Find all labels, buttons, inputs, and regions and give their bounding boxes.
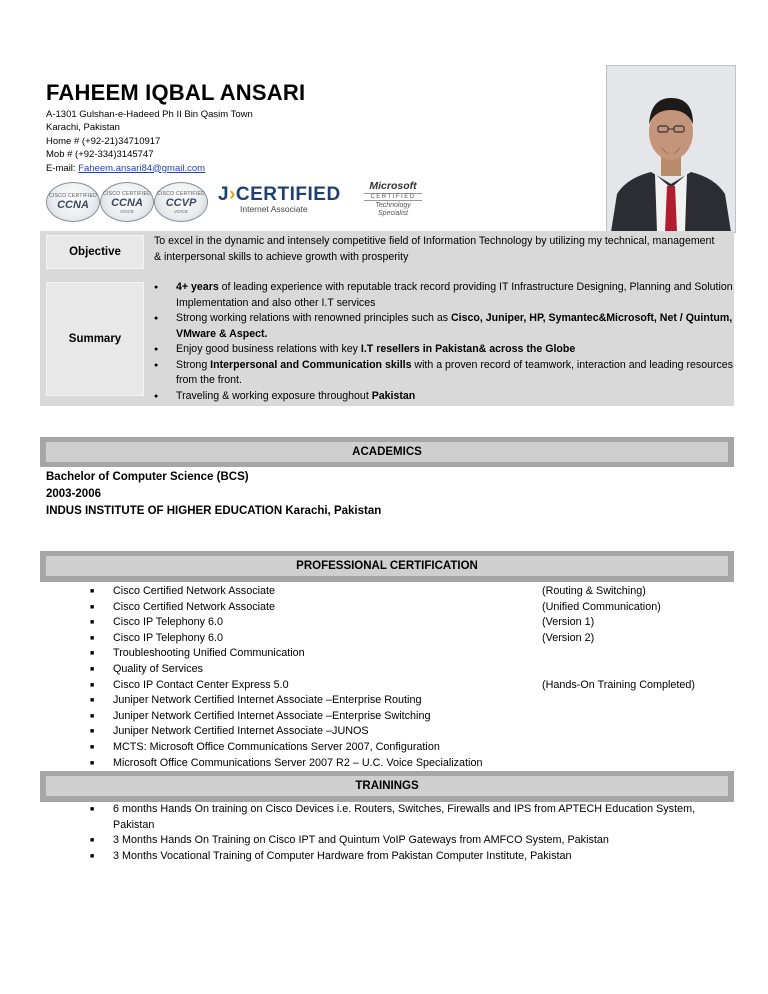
juniper-certified-logo: J›CERTIFIED Internet Associate <box>218 184 341 214</box>
list-item: ■ Juniper Network Certified Internet Associate –Enterprise Routing <box>90 693 730 709</box>
list-item: ■ Juniper Network Certified Internet Associate –JUNOS <box>90 724 730 740</box>
trainings-list <box>90 802 730 864</box>
list-item: ■ Cisco Certified Network Associate (Routing & Switching) <box>90 584 730 600</box>
list-item: ● Strong working relations with renowned principles such as Cisco, Juniper, HP, Symantec&Microsoft, Net / Quintum, VMware & Aspect. <box>154 311 734 342</box>
list-item: ■ Juniper Network Certified Internet Associate –Enterprise Switching <box>90 709 730 725</box>
address-line-1: A-1301 Gulshan-e-Hadeed Ph II Bin Qasim Town <box>46 109 253 120</box>
academics-title: ACADEMICS <box>46 442 728 462</box>
microsoft-certified-logo: Microsoft CERTIFIED Technology Specialist <box>360 180 426 218</box>
degree-years: 2003-2006 <box>46 488 101 500</box>
list-item: ■ 3 Months Vocational Training of Computer Hardware from Pakistan Computer Institute, Pakistan <box>90 849 730 865</box>
person-portrait-icon <box>607 66 735 232</box>
academics-header <box>40 437 734 467</box>
certification-title: PROFESSIONAL CERTIFICATION <box>46 556 728 576</box>
list-item: ● Enjoy good business relations with key I.T resellers in Pakistan& across the Globe <box>154 342 734 358</box>
mobile-phone: Mob # (+92-334)3145747 <box>46 149 154 161</box>
summary-section <box>40 278 734 406</box>
list-item: ● Strong Interpersonal and Communication skills with a proven record of teamwork, interaction and leading resources from the front. <box>154 358 734 389</box>
objective-section <box>40 231 734 278</box>
academics-details <box>46 469 381 520</box>
list-item: ■ Cisco IP Telephony 6.0 (Version 1) <box>90 615 730 631</box>
list-item: ■ Quality of Services <box>90 662 730 678</box>
address-line-2: Karachi, Pakistan <box>46 122 120 134</box>
institute: INDUS INSTITUTE OF HIGHER EDUCATION Karachi, Pakistan <box>46 505 382 517</box>
trainings-title: TRAININGS <box>46 776 728 796</box>
certification-list <box>90 584 730 771</box>
ccna-voice-logo: CISCO CERTIFIED CCNA VOICE <box>100 182 154 222</box>
list-item: ■ Troubleshooting Unified Communication <box>90 646 730 662</box>
list-item: ■ 6 months Hands On training on Cisco Devices i.e. Routers, Switches, Firewalls and IPS from APTECH Education System, Pakistan <box>90 802 730 833</box>
list-item: ■ 3 Months Hands On Training on Cisco IPT and Quintum VoIP Gateways from AMFCO System, Pakistan <box>90 833 730 849</box>
objective-text: To excel in the dynamic and intensely competitive field of Information Technology by utilizing my technical, management & interpersonal skills to achieve growth with prosperity <box>154 235 715 263</box>
list-item: ● Traveling & working exposure throughout Pakistan <box>154 389 734 405</box>
email-line <box>46 162 253 175</box>
list-item: ● 4+ years of leading experience with reputable track record providing IT Infrastructure Designing, Planning and Solution Implementation and also other I.T services <box>154 280 734 311</box>
candidate-name: FAHEEM IQBAL ANSARI <box>46 80 306 105</box>
summary-label: Summary <box>46 282 144 396</box>
home-phone: Home # (+92-21)34710917 <box>46 135 161 147</box>
certification-logos <box>46 180 426 222</box>
list-item: ■ Cisco IP Contact Center Express 5.0 (Hands-On Training Completed) <box>90 678 730 694</box>
list-item: ■ MCTS: Microsoft Office Communications Server 2007, Configuration <box>90 740 730 756</box>
email-label: E-mail: <box>46 162 79 174</box>
degree: Bachelor of Computer Science (BCS) <box>46 471 249 483</box>
contact-block <box>46 108 253 175</box>
list-item: ■ Microsoft Office Communications Server 2007 R2 – U.C. Voice Specialization <box>90 756 730 772</box>
ccvp-logo: CISCO CERTIFIED CCVP VOICE <box>154 182 208 222</box>
email-link[interactable]: Faheem.ansari84@gmail.com <box>78 162 206 174</box>
profile-photo <box>606 65 736 233</box>
list-item: ■ Cisco IP Telephony 6.0 (Version 2) <box>90 631 730 647</box>
summary-list <box>154 280 734 404</box>
objective-label: Objective <box>46 235 144 269</box>
trainings-header <box>40 771 734 802</box>
certification-header <box>40 551 734 582</box>
ccna-logo: CISCO CERTIFIED CCNA <box>46 182 100 222</box>
list-item: ■ Cisco Certified Network Associate (Unified Communication) <box>90 600 730 616</box>
